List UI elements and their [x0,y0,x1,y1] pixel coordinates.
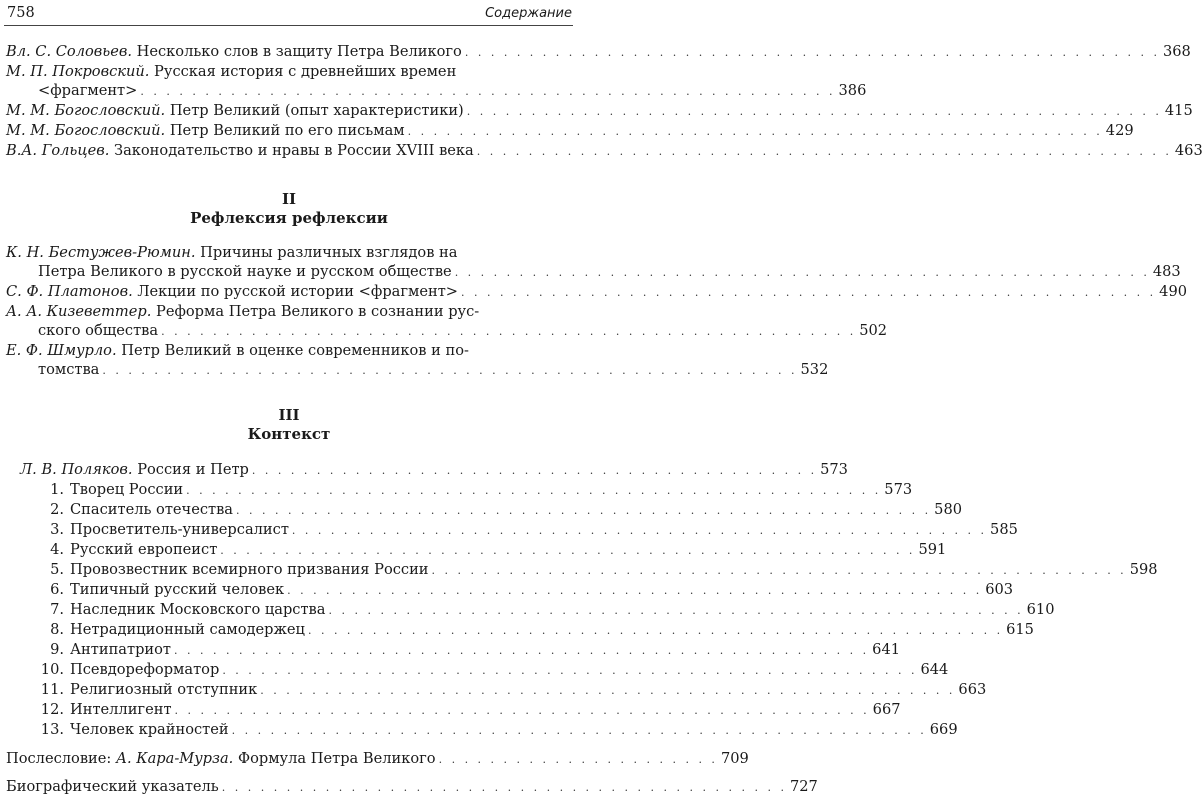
chapter-entry[interactable] [6,640,901,660]
leader-dots: . . . . . . . . . . . . . . . . . . . . . . . . . . . . . . . . . . . . . . . . . . . . . . . . . . . . . . [461,286,1157,299]
chapter-number: 12. [40,701,64,718]
entry-title: Биографический указатель [6,778,219,795]
chapter-entry[interactable] [6,560,1158,580]
chapter-entry[interactable] [6,700,901,720]
toc-block-1 [6,42,1203,161]
leader-dots: . . . . . . . . . . . . . . . . . . . . . . . . . . . . . . . . . . . . . . . . . . . . . . . . . . . . . . [287,584,983,597]
section-title: Контекст [247,425,331,443]
leader-dots: . . . . . . . . . . . . . . . . . . . . . . . . . . . . . . . . . . . . . . . . . . . . . . . . . . . . . . [328,604,1024,617]
section-title: Рефлексия рефлексии [190,209,388,227]
chapter-entry[interactable] [6,520,1018,540]
chapter-title: Нетрадиционный самодержец [70,621,305,638]
entry-author: Л. В. Поляков. [20,461,133,478]
toc-afterword [6,749,749,769]
leader-dots: . . . . . . . . . . . . . . . . . . . . . . . . . . . . . . . . . . . . . . . . . . . . . . . . . . . . . . [140,85,836,98]
section-number: III [278,406,300,424]
entry-page: 502 [859,322,888,339]
chapter-title: Творец России [70,481,184,498]
chapter-title: Типичный русский человек [70,581,285,598]
entry-author: А. Кара-Мурза. [115,750,234,767]
entry-title: Реформа Петра Великого в сознании рус- [151,303,480,320]
chapter-page: 667 [872,701,901,718]
chapter-number: 6. [50,581,64,598]
entry-author: В.А. Гольцев. [6,142,110,159]
leader-dots: . . . . . . . . . . . . . . . . . . . . . . . . . . . . . . . . . . . . . . . . . . . . . . . . . . . . . . [464,46,1160,59]
entry-page: 573 [820,461,848,478]
chapter-entry[interactable] [6,540,947,560]
entry-title: Россия и Петр [132,461,249,478]
toc-entry[interactable] [6,62,867,101]
chapter-page: 610 [1026,601,1055,618]
chapter-entry[interactable] [6,480,913,500]
entry-page: 386 [838,82,867,99]
entry-author: М. М. Богословский. [6,122,166,139]
entry-title-cont: <фрагмент> [38,82,138,99]
entry-page: 415 [1164,102,1193,119]
entry-author: Е. Ф. Шмурло. [6,342,117,359]
toc-entry[interactable] [6,777,818,797]
chapter-number: 3. [50,521,64,538]
toc-entry[interactable] [6,302,888,341]
chapter-number: 5. [50,561,64,578]
chapter-entry[interactable] [6,500,963,520]
section-heading-3 [6,406,572,444]
page-number: 758 [7,5,35,21]
entry-page: 429 [1105,122,1134,139]
chapter-page: 585 [990,521,1018,538]
chapter-number: 11. [40,681,64,698]
leader-dots: . . . . . . . . . . . . . . . . . . . . . . . . . . . . . . . . . . . . . . . . . . . . . . . . . . . . . . [174,704,870,717]
entry-page: 532 [800,361,829,378]
leader-dots: . . . . . . . . . . . . . . . . . . . . . . [438,753,718,766]
leader-dots: . . . . . . . . . . . . . . . . . . . . . . . . . . . . . . . . . . . . . . . . . . . . . . . . . . . . . . [231,724,927,737]
leader-dots: . . . . . . . . . . . . . . . . . . . . . . . . . . . . . . . . . . . . . . . . . . . . . . . . . . . . . . [161,325,857,338]
entry-title: Причины различных взглядов на [195,244,458,261]
leader-dots: . . . . . . . . . . . . . . . . . . . . . . . . . . . . . . . . . . . . . . . . . . . . . . . . . . . . . . [260,684,956,697]
entry-first-line [6,62,572,81]
leader-dots: . . . . . . . . . . . . . . . . . . . . . . . . . . . . . . . . . . . . . . . . . . . . . . . . . . . . . . [431,564,1127,577]
entry-page: 463 [1174,142,1203,159]
entry-author: М. П. Покровский. [6,63,150,80]
toc-entry[interactable] [6,42,1191,62]
entry-author: Вл. С. Соловьев. [6,43,132,60]
entry-title-cont: Петра Великого в русской науке и русском обществе [38,263,452,280]
running-title: Содержание [485,6,572,21]
chapter-title: Интеллигент [70,701,172,718]
toc-entry[interactable] [6,243,1181,282]
leader-dots: . . . . . . . . . . . . . . . . . . . . . . . . . . . . . . . . . . . . . . . . . . . . . . . . . . . . . . [222,664,918,677]
chapter-entry[interactable] [6,620,1034,640]
entry-author: К. Н. Бестужев-Рюмин. [6,244,196,261]
chapter-page: 573 [884,481,913,498]
chapter-entry[interactable] [6,600,1055,620]
chapter-entry[interactable] [6,580,1014,600]
chapter-title: Псевдореформатор [70,661,220,678]
running-header [7,4,572,24]
entry-title: Петр Великий по его письмам [165,122,405,139]
leader-dots: . . . . . . . . . . . . . . . . . . . . . . . . . . . . . . . . . . . . . . . . . . . . . . . . . . . . . . [454,266,1150,279]
entry-title: Петр Великий в оценке современников и по- [116,342,469,359]
entry-title: Русская история с древнейших времен [149,63,457,80]
chapter-title: Человек крайностей [70,721,229,738]
chapter-entry[interactable] [6,720,958,740]
chapter-number: 10. [40,661,64,678]
leader-dots: . . . . . . . . . . . . . . . . . . . . . . . . . . . . . . . . . . . . . . . . . . . . . . . . . . . . . . [220,544,916,557]
leader-dots: . . . . . . . . . . . . . . . . . . . . . . . . . . . . . . . . . . . . . . . . . . . . . . . . . . . . . . [466,105,1162,118]
entry-title-cont: томства [38,361,100,378]
chapter-page: 663 [958,681,987,698]
chapter-number: 9. [50,641,64,658]
chapter-page: 598 [1129,561,1158,578]
chapter-page: 669 [929,721,958,738]
chapter-page: 615 [1006,621,1034,638]
leader-dots: . . . . . . . . . . . . . . . . . . . . . . . . . . . . . . . . . . . . . . . . . . . . . . . . . . . . . . [236,504,932,517]
chapter-page: 591 [918,541,947,558]
entry-author: М. М. Богословский. [6,102,166,119]
entry-author: С. Ф. Платонов. [6,283,133,300]
leader-dots: . . . . . . . . . . . . . . . . . . . . . . . . . . . . . . . . . . . . . . . . . . . . . . . . . . . . . . [307,624,1004,637]
toc-entry[interactable] [6,749,749,769]
entry-title: Законодательство и нравы в России XVIII века [109,142,474,159]
entry-page: 368 [1162,43,1191,60]
chapter-page: 641 [872,641,901,658]
chapter-entry[interactable] [6,680,987,700]
chapter-number: 13. [40,721,64,738]
leader-dots: . . . . . . . . . . . . . . . . . . . . . . . . . . . . . . . . . . . . . . . . . . . . . . . . . . . . . . [291,524,988,537]
chapter-entry[interactable] [6,660,949,680]
chapter-title: Русский европеист [70,541,218,558]
entry-prefix: Послесловие: [6,750,116,767]
entry-first-line [6,302,572,321]
chapter-number: 8. [50,621,64,638]
toc-entry[interactable] [6,121,1134,141]
chapter-page: 580 [934,501,963,518]
entry-page: 727 [789,778,818,795]
chapter-title: Просветитель-универсалист [70,521,289,538]
entry-first-line [6,243,572,262]
leader-dots: . . . . . . . . . . . . . . . . . . . . . . . . . . . . . . . . . . . . . . . . . . . . . . . . . . . . . . [186,484,882,497]
leader-dots: . . . . . . . . . . . . . . . . . . . . . . . . . . . . . . . . . . . . . . . . . . . . . . . . . . . . . . [476,145,1172,158]
entry-title: Лекции по русской истории <фрагмент> [132,283,459,300]
chapter-list [6,480,1158,740]
section-heading-2 [6,190,572,228]
toc-block-2 [6,243,1188,380]
entry-page: 709 [720,750,749,767]
chapter-number: 7. [50,601,64,618]
chapter-page: 603 [985,581,1014,598]
header-rule [4,25,573,26]
leader-dots: . . . . . . . . . . . . . . . . . . . . . . . . . . . . . . . . . . . . . . . . . . . . . . . . . . . . . . [174,644,870,657]
chapter-number: 1. [50,481,64,498]
chapter-number: 4. [50,541,64,558]
toc-index [6,777,818,797]
entry-page: 483 [1152,263,1181,280]
chapter-title: Наследник Московского царства [70,601,326,618]
chapter-number: 2. [50,501,64,518]
chapter-title: Спаситель отечества [70,501,234,518]
leader-dots: . . . . . . . . . . . . . . . . . . . . . . . . . . . . . . . . . . . . . . . . . . . . . . . . . . . . . . [102,364,798,377]
toc-block-3 [6,460,1158,740]
toc-entry[interactable] [6,460,848,480]
toc-entry[interactable] [6,101,1193,121]
chapter-title: Провозвестник всемирного призвания России [70,561,429,578]
chapter-page: 644 [920,661,949,678]
toc-entry[interactable] [6,341,829,380]
section-number: II [281,190,297,208]
toc-entry[interactable] [6,282,1188,302]
chapter-title: Антипатриот [70,641,172,658]
leader-dots: . . . . . . . . . . . . . . . . . . . . . . . . . . . . . . . . . . . . . . . . . . . . . . . . . . . . . . [407,125,1103,138]
entry-page: 490 [1159,283,1188,300]
toc-entry[interactable] [6,141,1203,161]
entry-title: Несколько слов в защиту Петра Великого [131,43,462,60]
entry-title: Петр Великий (опыт характеристики) [165,102,464,119]
leader-dots: . . . . . . . . . . . . . . . . . . . . . . . . . . . . . . . . . . . . . . . . . . . . [221,781,787,794]
chapter-title: Религиозный отступник [70,681,258,698]
entry-title: Формула Петра Великого [233,750,436,767]
entry-first-line [6,341,572,360]
entry-title-cont: ского общества [38,322,159,339]
entry-author: А. А. Кизеветтер. [6,303,152,320]
leader-dots: . . . . . . . . . . . . . . . . . . . . . . . . . . . . . . . . . . . . . . . . . . . . [251,464,818,477]
